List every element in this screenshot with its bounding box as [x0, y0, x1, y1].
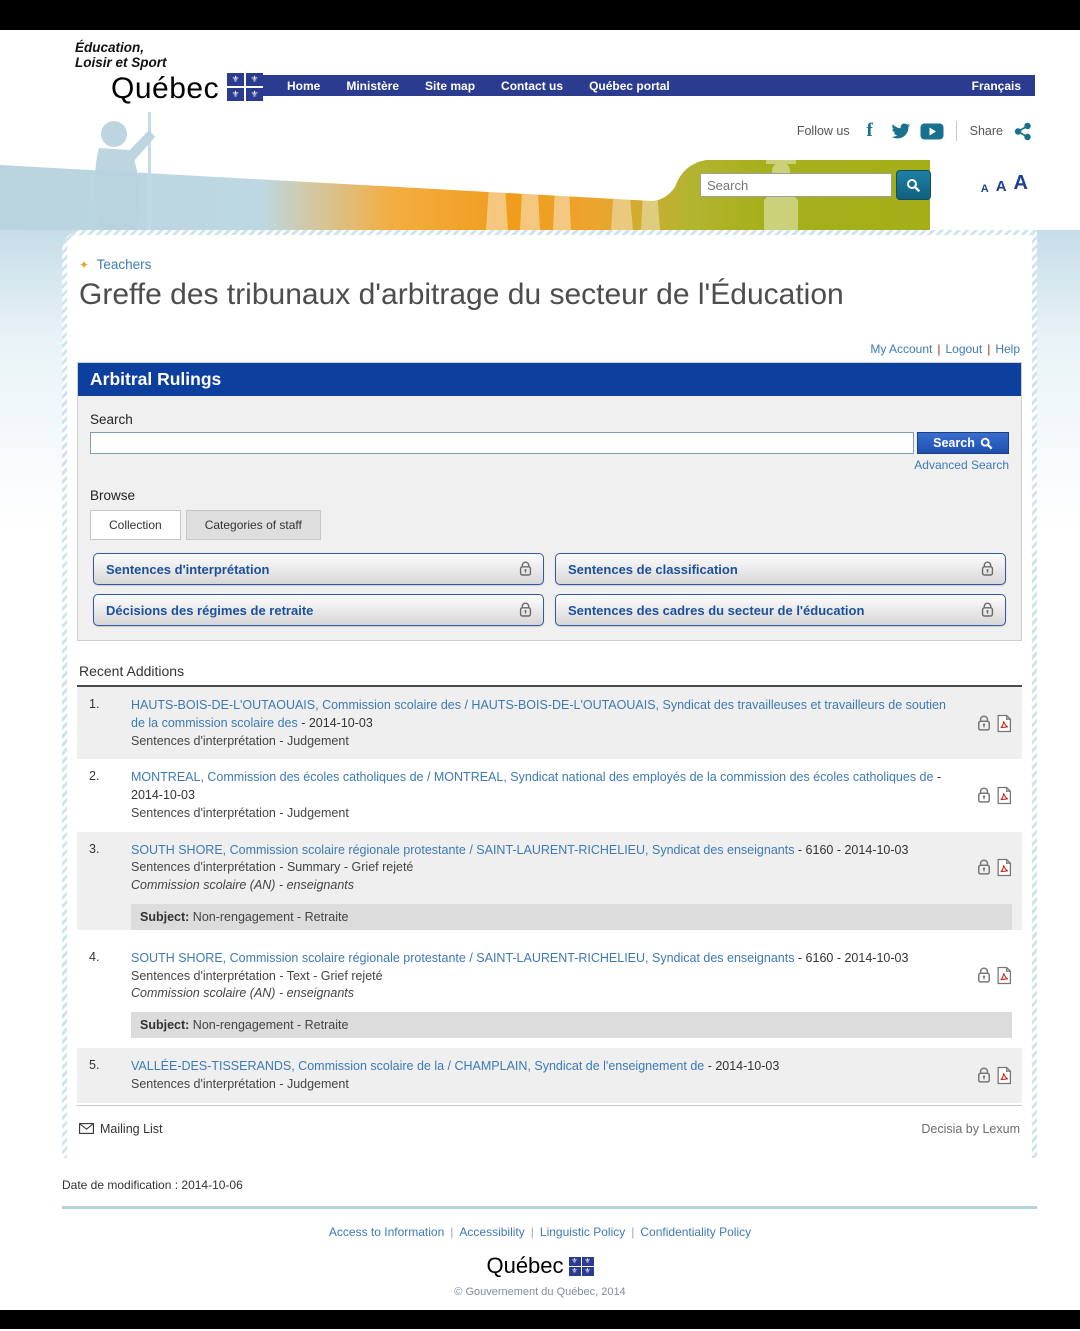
copyright-notice: © Gouvernement du Québec, 2014: [454, 1285, 626, 1298]
text-size-large[interactable]: A: [1013, 172, 1028, 194]
footer-link-accessibility[interactable]: Accessibility: [459, 1224, 525, 1239]
text-size-small[interactable]: A: [980, 183, 989, 195]
nav-item-site-map[interactable]: Site map: [425, 78, 476, 93]
bottom-black-bar: [0, 1310, 1080, 1329]
help-link[interactable]: Help: [995, 342, 1020, 356]
share-icon[interactable]: [1012, 120, 1034, 142]
ministry-name-line1: Éducation,: [75, 40, 145, 55]
lock-icon: [980, 601, 995, 624]
advanced-search-link[interactable]: Advanced Search: [914, 458, 1009, 472]
content-background: [0, 230, 1080, 1331]
quebec-flag-icon: ⚜ ⚜ ⚜ ⚜: [227, 73, 263, 101]
lock-icon: [518, 560, 533, 583]
lock-icon: [518, 601, 533, 624]
rulings-search-input[interactable]: [90, 432, 914, 454]
recent-additions-heading: Recent Additions: [79, 663, 185, 679]
ruling-list-item: 4. SOUTH SHORE, Commission scolaire régionale protestante / SAINT-LAURENT-RICHELIEU, Syndicat des enseignants - 6160 - 2014-10-03 Sentences d'interprétation - Text - Grief rejeté Commission scolaire (AN) - enseignants Subject: Non-rengagement - Retraite: [77, 940, 1022, 1038]
ruling-link[interactable]: MONTREAL, Commission des écoles catholiques de / MONTREAL, Syndicat national des employés de la commission des écoles catholiques de: [131, 770, 934, 785]
main-nav: [263, 75, 1035, 96]
pdf-icon[interactable]: [996, 1066, 1012, 1085]
nav-item-ministere[interactable]: Ministère: [346, 78, 400, 93]
social-bar: [797, 120, 1034, 142]
pdf-icon[interactable]: [996, 786, 1012, 805]
ruling-subject: Subject: Non-rengagement - Retraite: [131, 1012, 1012, 1038]
nav-item-contact-us[interactable]: Contact us: [501, 78, 564, 93]
my-account-link[interactable]: My Account: [870, 342, 933, 356]
ruling-list-item: 1. HAUTS-BOIS-DE-L'OUTAOUAIS, Commission scolaire des / HAUTS-BOIS-DE-L'OUTAOUAIS, Syndicat des travailleuses et travailleurs de soutien de la commission scolaire des - 2014-10-03 Sentences d'interprétation - Judgement: [77, 687, 1022, 759]
tab-collection[interactable]: Collection: [90, 510, 181, 540]
collection-sentences-cadres[interactable]: Sentences des cadres du secteur de l'éducation: [555, 594, 1006, 626]
lock-icon[interactable]: [976, 1066, 992, 1085]
lock-icon[interactable]: [976, 714, 992, 733]
share-label: Share: [969, 124, 1003, 138]
site-search: [700, 170, 931, 200]
content-panel-frame: [62, 230, 1037, 1158]
content-panel: [67, 235, 1032, 1158]
ruling-link[interactable]: SOUTH SHORE, Commission scolaire régionale protestante / SAINT-LAURENT-RICHELIEU, Syndicat des enseignants: [131, 950, 795, 965]
tab-categories-of-staff[interactable]: Categories of staff: [186, 510, 321, 540]
site-footer: [0, 1209, 1080, 1298]
mailing-list-link[interactable]: Mailing List: [79, 1122, 163, 1136]
top-black-bar: [0, 0, 1080, 30]
ruling-list-item: 3. SOUTH SHORE, Commission scolaire régionale protestante / SAINT-LAURENT-RICHELIEU, Syndicat des enseignants - 6160 - 2014-10-03 Sentences d'interprétation - Summary - Grief rejeté Commission scolaire (AN) - enseignants Subject: Non-rengagement - Retraite: [77, 832, 1022, 930]
footer-link-linguistic-policy[interactable]: Linguistic Policy: [539, 1224, 626, 1239]
social-divider: [956, 121, 957, 141]
arbitral-rulings-module: [77, 362, 1022, 641]
follow-us-label: Follow us: [796, 124, 850, 138]
browse-label: Browse: [90, 488, 136, 503]
search-label: Search: [90, 412, 133, 427]
pdf-icon[interactable]: [996, 858, 1012, 877]
twitter-icon[interactable]: [890, 120, 912, 142]
site-header: [0, 30, 1080, 108]
collection-buttons: [90, 553, 1009, 626]
ruling-subject: Subject: Non-rengagement - Retraite: [131, 904, 1012, 930]
rulings-search-button[interactable]: Search: [917, 432, 1009, 454]
powered-by-label: Decisia by Lexum: [921, 1121, 1020, 1136]
facebook-icon[interactable]: f: [866, 120, 873, 141]
nav-item-quebec-portal[interactable]: Québec portal: [589, 78, 670, 93]
nav-item-home[interactable]: Home: [287, 78, 321, 93]
modification-date: Date de modification : 2014-10-06: [62, 1177, 243, 1192]
ruling-link[interactable]: VALLÉE-DES-TISSERANDS, Commission scolaire de la / CHAMPLAIN, Syndicat de l'enseignement de: [131, 1059, 705, 1073]
ministry-name-line2: Loisir et Sport: [75, 54, 167, 70]
site-search-input[interactable]: [700, 173, 892, 197]
ruling-list-item: 5. VALLÉE-DES-TISSERANDS, Commission scolaire de la / CHAMPLAIN, Syndicat de l'enseignement de - 2014-10-03 Sentences d'interprétation - Judgement: [77, 1048, 1022, 1103]
breadcrumb: [79, 257, 1022, 272]
search-icon: [980, 437, 993, 450]
quebec-wordmark: Québec: [111, 71, 220, 105]
browse-tabs: [90, 510, 1009, 540]
page-title: Greffe des tribunaux d'arbitrage du secteur de l'Éducation: [79, 278, 844, 311]
ministry-logo[interactable]: [75, 41, 263, 105]
envelope-icon: [79, 1123, 94, 1134]
footer-links: Access to Information | Accessibility | Linguistic Policy | Confidentiality Policy: [328, 1224, 752, 1239]
lock-icon: [980, 560, 995, 583]
text-size-medium[interactable]: A: [995, 178, 1007, 195]
list-bottom-rule: [77, 1105, 1022, 1106]
collection-sentences-interpretation[interactable]: Sentences d'interprétation: [93, 553, 544, 585]
ruling-link[interactable]: SOUTH SHORE, Commission scolaire régionale protestante / SAINT-LAURENT-RICHELIEU, Syndicat des enseignants: [131, 842, 795, 857]
banner-silhouette-children: [486, 148, 571, 230]
lock-icon[interactable]: [976, 786, 992, 805]
logout-link[interactable]: Logout: [945, 342, 983, 356]
text-size-controls: [981, 172, 1028, 195]
footer-quebec-logo[interactable]: Québec ⚜ ⚜ ⚜ ⚜: [0, 1253, 1080, 1279]
breadcrumb-link-teachers[interactable]: Teachers: [96, 257, 152, 272]
breadcrumb-bullet-icon: ✦: [79, 258, 90, 272]
collection-sentences-classification[interactable]: Sentences de classification: [555, 553, 1006, 585]
module-footer: [79, 1122, 1020, 1136]
pdf-icon[interactable]: [996, 714, 1012, 733]
ruling-list-item: 2. MONTREAL, Commission des écoles catholiques de / MONTREAL, Syndicat national des employés de la commission des écoles catholiques de - 2014-10-03 Sentences d'interprétation - Judgement: [77, 759, 1022, 831]
account-links: My Account | Logout | Help: [870, 342, 1020, 356]
collection-decisions-regimes-retraite[interactable]: Décisions des régimes de retraite: [93, 594, 544, 626]
ruling-link[interactable]: HAUTS-BOIS-DE-L'OUTAOUAIS, Commission scolaire des / HAUTS-BOIS-DE-L'OUTAOUAIS, Syndicat des travailleuses et travailleurs de soutien de la commission scolaire des: [131, 698, 946, 730]
language-toggle-francais[interactable]: Français: [971, 78, 1021, 93]
footer-link-confidentiality-policy[interactable]: Confidentiality Policy: [640, 1224, 752, 1239]
quebec-flag-icon: ⚜ ⚜ ⚜ ⚜: [569, 1257, 594, 1276]
pdf-icon[interactable]: [996, 966, 1012, 985]
module-title-bar: Arbitral Rulings: [78, 363, 1021, 396]
youtube-icon[interactable]: [921, 120, 943, 142]
decorative-banner: [0, 108, 1080, 230]
site-search-button[interactable]: [896, 170, 931, 200]
footer-link-access-to-information[interactable]: Access to Information: [328, 1224, 445, 1239]
lock-icon[interactable]: [976, 966, 992, 985]
lock-icon[interactable]: [976, 858, 992, 877]
search-icon: [906, 178, 921, 193]
